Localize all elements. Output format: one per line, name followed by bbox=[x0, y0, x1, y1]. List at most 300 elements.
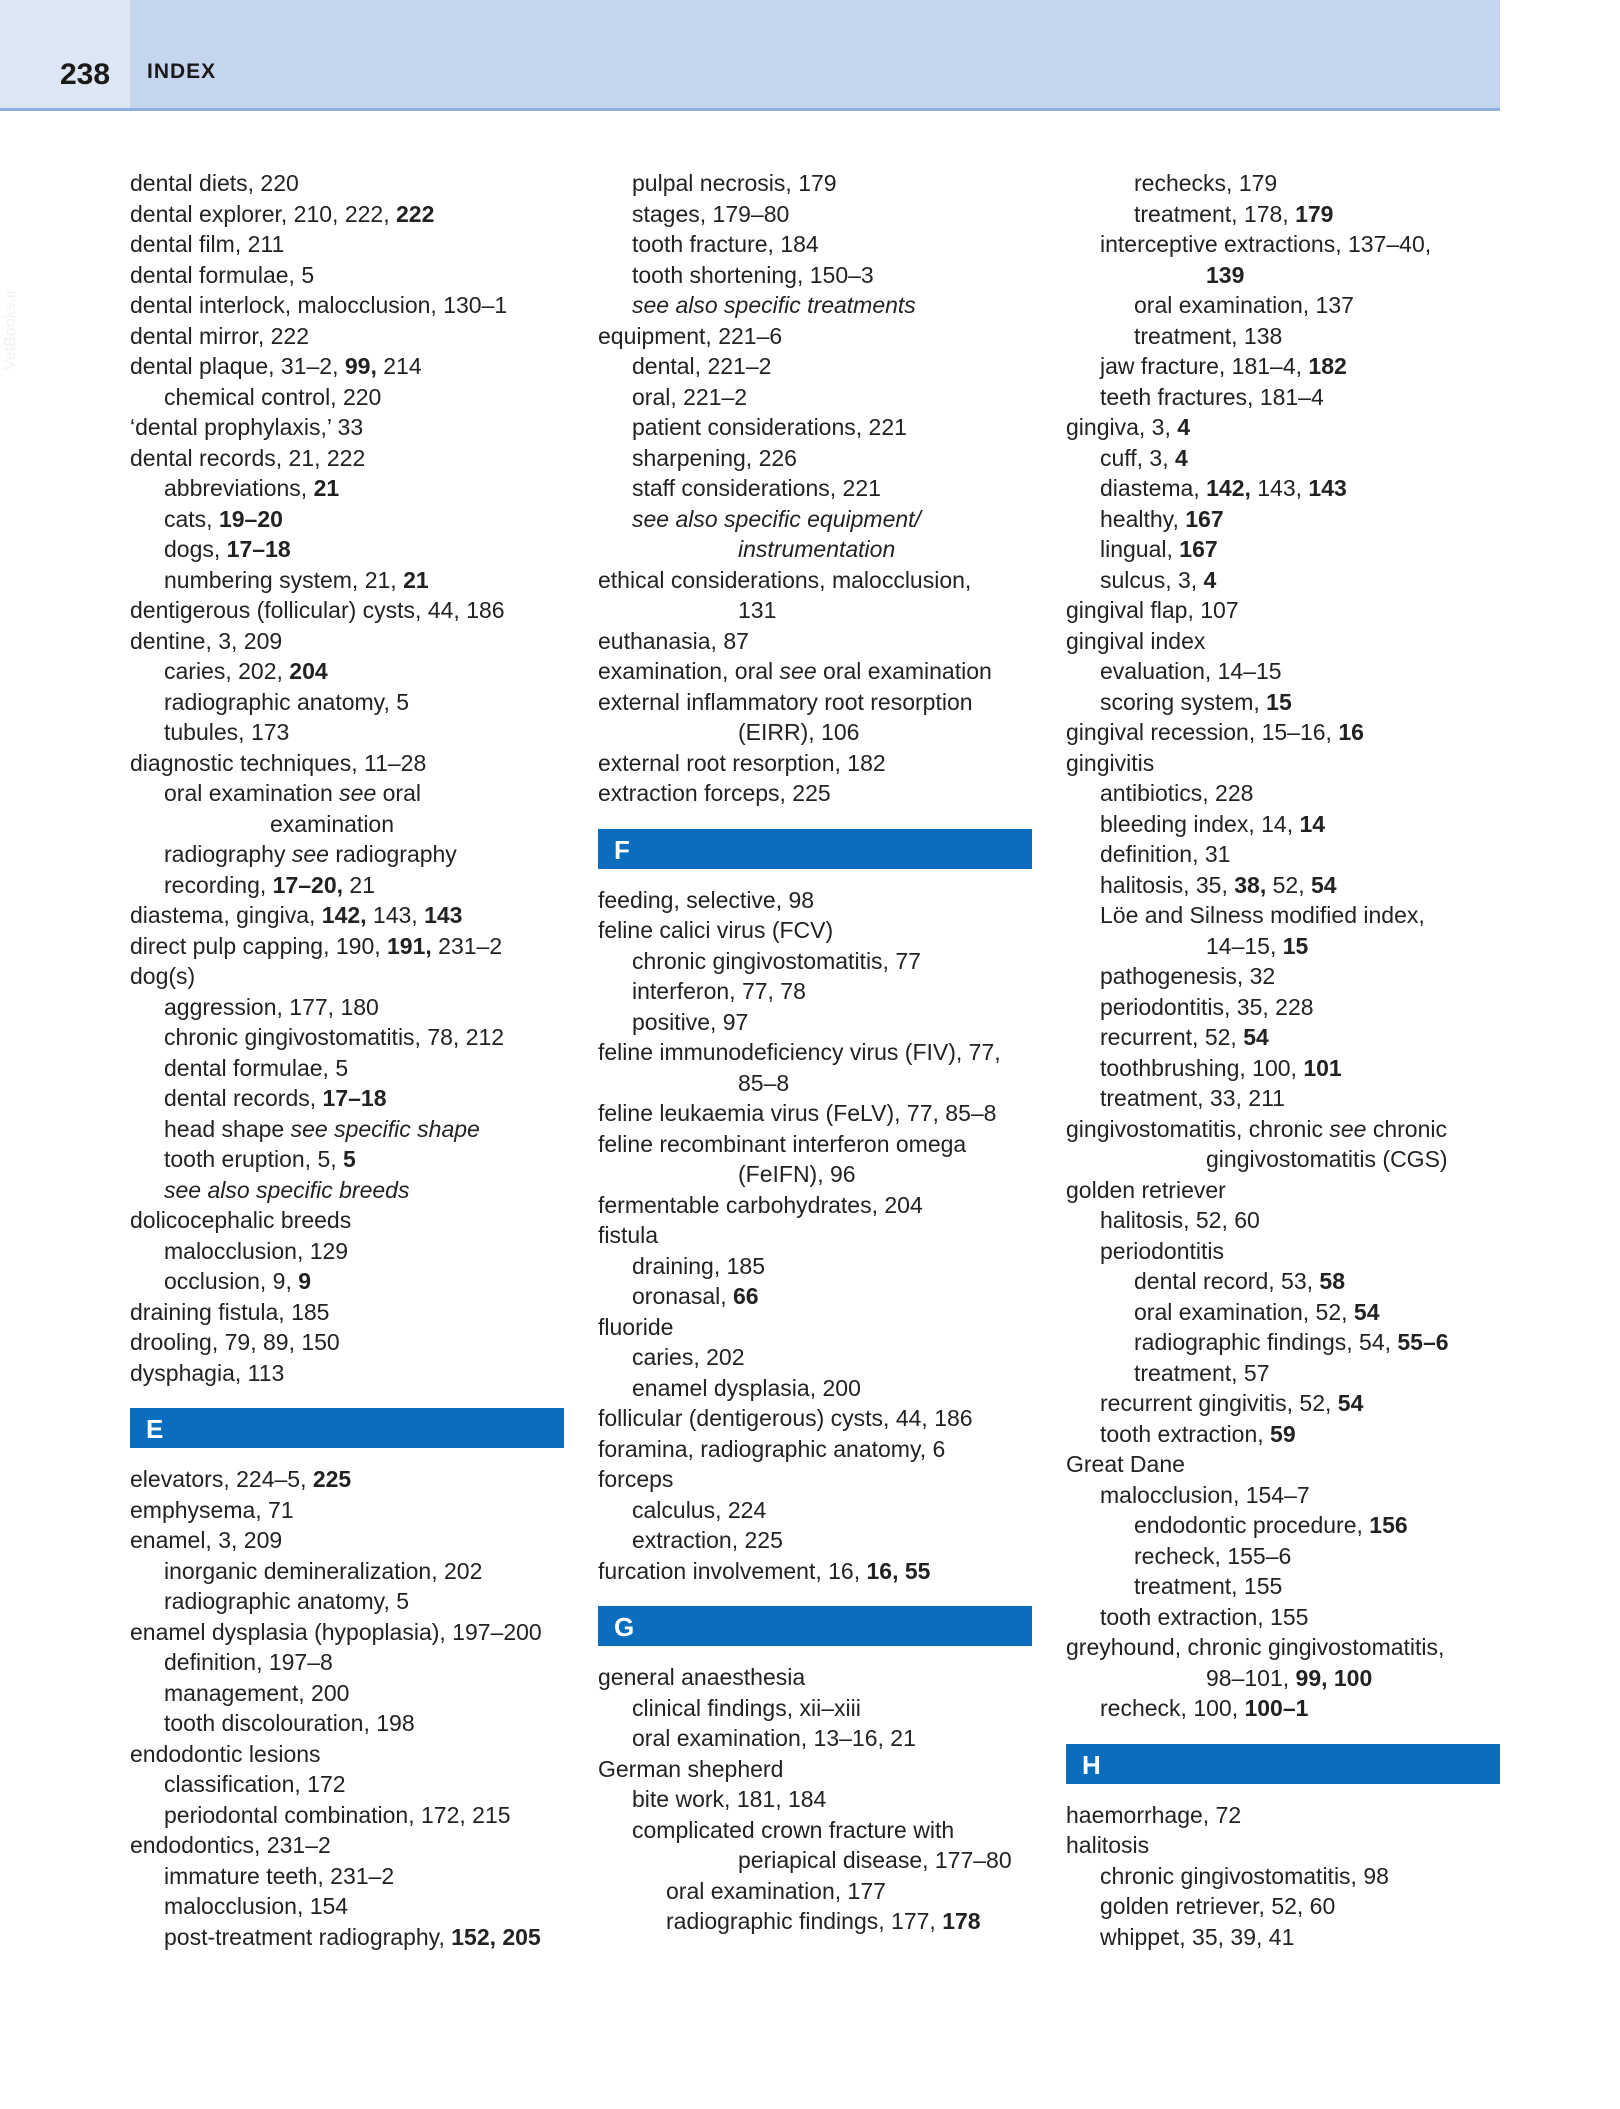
entry-text: external inflammatory root resorption bbox=[598, 688, 973, 715]
index-subentry bbox=[1066, 1358, 1506, 1389]
section-heading: G bbox=[598, 1606, 1032, 1646]
entry-text: fistula bbox=[598, 1222, 659, 1248]
page-reference-bold: 139 bbox=[1206, 261, 1245, 288]
entry-text: oral examination, 177 bbox=[666, 1877, 886, 1904]
index-entry bbox=[130, 290, 570, 321]
index-subentry bbox=[1066, 1541, 1506, 1572]
entry-text: enamel dysplasia, 200 bbox=[632, 1374, 861, 1401]
index-entry bbox=[130, 1495, 570, 1526]
index-entry bbox=[130, 1327, 570, 1358]
index-subentry bbox=[1066, 1266, 1506, 1297]
entry-text: diastema, bbox=[1100, 475, 1207, 501]
page-reference-bold: 15 bbox=[1282, 932, 1309, 959]
entry-text: numbering system, 21, bbox=[164, 566, 404, 593]
index-entry bbox=[598, 1098, 1038, 1129]
entry-text: periodontal combination, 172, 215 bbox=[164, 1801, 511, 1828]
index-subentry bbox=[1066, 1419, 1506, 1450]
index-entry-continuation bbox=[1066, 931, 1506, 962]
index-column-1 bbox=[130, 168, 570, 1952]
index-subentry bbox=[1066, 1571, 1506, 1602]
index-subentry bbox=[130, 1083, 570, 1114]
entry-text: complicated crown fracture with bbox=[632, 1816, 955, 1843]
index-entry bbox=[130, 748, 570, 779]
index-subentry bbox=[1066, 900, 1506, 931]
index-entry bbox=[598, 1464, 1038, 1495]
index-entry bbox=[130, 961, 570, 992]
index-entry bbox=[1066, 412, 1506, 443]
page-reference-bold: 204 bbox=[289, 658, 328, 684]
entry-text: dentine, 3, 209 bbox=[130, 627, 283, 654]
index-subentry bbox=[1066, 1083, 1506, 1114]
index-subentry bbox=[130, 1586, 570, 1617]
index-entry bbox=[130, 321, 570, 352]
entry-text: feline calici virus (FCV) bbox=[598, 917, 834, 943]
entry-text: 231–2 bbox=[431, 932, 503, 959]
index-subentry bbox=[130, 992, 570, 1023]
index-entry bbox=[598, 1754, 1038, 1785]
entry-text: drooling, 79, 89, 150 bbox=[130, 1329, 340, 1355]
entry-text: tooth fracture, 184 bbox=[632, 231, 819, 257]
index-subentry bbox=[598, 199, 1038, 230]
index-subentry bbox=[1066, 1480, 1506, 1511]
page-reference-bold: 58 bbox=[1319, 1268, 1345, 1294]
index-subentry bbox=[130, 1022, 570, 1053]
index-subentry bbox=[1066, 1236, 1506, 1267]
entry-text: elevators, 224–5, bbox=[130, 1466, 313, 1492]
index-entry bbox=[130, 626, 570, 657]
page-reference-bold: 99, 100 bbox=[1295, 1664, 1373, 1691]
index-entry bbox=[598, 885, 1038, 916]
entry-text: cuff, 3, bbox=[1100, 444, 1176, 471]
index-entry bbox=[598, 1662, 1038, 1693]
entry-text: dental plaque, 31–2, bbox=[130, 353, 345, 379]
index-entry bbox=[1066, 1830, 1506, 1861]
entry-text: immature teeth, 231–2 bbox=[164, 1862, 395, 1889]
index-entry bbox=[130, 1525, 570, 1556]
index-subentry bbox=[598, 1723, 1038, 1754]
entry-text: classification, 172 bbox=[164, 1771, 346, 1797]
page-reference-bold: 5 bbox=[343, 1146, 356, 1172]
index-subentry bbox=[598, 1495, 1038, 1526]
entry-text: Löe and Silness modified index, bbox=[1100, 902, 1425, 928]
page-reference-bold: 55–6 bbox=[1397, 1329, 1449, 1355]
entry-text: oral bbox=[376, 780, 421, 806]
entry-text: treatment, 33, 211 bbox=[1100, 1085, 1285, 1111]
index-subentry bbox=[598, 1693, 1038, 1724]
entry-text: radiographic anatomy, 5 bbox=[164, 688, 410, 715]
index-subentry bbox=[598, 1784, 1038, 1815]
entry-text: treatment, 138 bbox=[1134, 322, 1283, 349]
page-reference-bold: 142, bbox=[1206, 475, 1251, 501]
index-subentry bbox=[1066, 229, 1506, 260]
index-entry bbox=[1066, 1114, 1506, 1145]
entry-text: oral examination, 13–16, 21 bbox=[632, 1725, 916, 1751]
entry-text: enamel dysplasia (hypoplasia), 197–200 bbox=[130, 1618, 542, 1645]
index-subentry bbox=[1066, 1922, 1506, 1953]
entry-text: radiographic anatomy, 5 bbox=[164, 1588, 410, 1614]
index-subentry bbox=[1066, 1891, 1506, 1922]
entry-text: evaluation, 14–15 bbox=[1100, 658, 1282, 684]
index-subentry bbox=[1066, 290, 1506, 321]
page-reference-bold: 16, 55 bbox=[866, 1557, 931, 1584]
entry-text: equipment, 221–6 bbox=[598, 322, 783, 349]
entry-text: examination, oral bbox=[598, 658, 780, 684]
index-subentry bbox=[1066, 809, 1506, 840]
entry-text: examination bbox=[270, 810, 395, 837]
running-head: INDEX bbox=[147, 60, 217, 83]
entry-text: recheck, 155–6 bbox=[1134, 1542, 1292, 1569]
entry-text: inorganic demineralization, 202 bbox=[164, 1557, 483, 1584]
index-entry bbox=[1066, 748, 1506, 779]
index-entry bbox=[598, 915, 1038, 946]
entry-text: halitosis, 35, bbox=[1100, 871, 1235, 898]
entry-text: abbreviations, bbox=[164, 475, 314, 501]
index-subentry bbox=[130, 717, 570, 748]
entry-text: (FeIFN), 96 bbox=[738, 1161, 856, 1187]
index-entry bbox=[130, 1617, 570, 1648]
index-subentry bbox=[598, 1815, 1038, 1846]
entry-text: tooth extraction, 155 bbox=[1100, 1603, 1309, 1630]
cross-reference-italic: instrumentation bbox=[738, 536, 896, 562]
entry-text: gingiva, 3, bbox=[1066, 414, 1178, 440]
entry-text: tooth discolouration, 198 bbox=[164, 1710, 415, 1736]
page-reference-bold: 100–1 bbox=[1244, 1695, 1309, 1721]
page-reference-bold: 19–20 bbox=[218, 505, 283, 532]
index-entry bbox=[130, 1205, 570, 1236]
index-subentry bbox=[130, 1769, 570, 1800]
entry-text: fluoride bbox=[598, 1313, 674, 1340]
entry-text: dog(s) bbox=[130, 963, 196, 989]
entry-text: sharpening, 226 bbox=[632, 444, 797, 471]
entry-text: pulpal necrosis, 179 bbox=[632, 170, 837, 196]
page-reference-bold: 15 bbox=[1266, 688, 1292, 715]
entry-text: dental formulae, 5 bbox=[130, 261, 315, 288]
index-entry bbox=[130, 260, 570, 291]
index-subentry bbox=[598, 976, 1038, 1007]
entry-text: diastema, gingiva, bbox=[130, 902, 322, 928]
index-subentry bbox=[1066, 1861, 1506, 1892]
index-subentry bbox=[598, 260, 1038, 291]
entry-text: management, 200 bbox=[164, 1679, 350, 1706]
entry-text: draining fistula, 185 bbox=[130, 1298, 330, 1325]
index-entry bbox=[1066, 1800, 1506, 1831]
entry-text: diagnostic techniques, 11–28 bbox=[130, 749, 427, 776]
entry-text: periapical disease, 177–80 bbox=[738, 1847, 1012, 1873]
index-subentry bbox=[1066, 382, 1506, 413]
entry-text: feline recombinant interferon omega bbox=[598, 1130, 967, 1157]
entry-text: jaw fracture, 181–4, bbox=[1100, 353, 1309, 379]
index-entry bbox=[598, 321, 1038, 352]
entry-text: radiographic findings, 177, bbox=[666, 1908, 943, 1934]
entry-text: radiography bbox=[164, 841, 292, 867]
page-header bbox=[0, 0, 1500, 111]
page-reference-bold: 66 bbox=[733, 1283, 759, 1309]
entry-text: whippet, 35, 39, 41 bbox=[1100, 1923, 1295, 1950]
entry-text: 14–15, bbox=[1206, 932, 1283, 959]
entry-text: gingivostomatitis, chronic bbox=[1066, 1115, 1330, 1142]
cross-reference-italic: see bbox=[1329, 1115, 1367, 1142]
entry-text: dental interlock, malocclusion, 130–1 bbox=[130, 292, 508, 318]
entry-text: oral examination, 137 bbox=[1134, 292, 1354, 318]
index-entry bbox=[130, 1297, 570, 1328]
index-entry bbox=[598, 1403, 1038, 1434]
entry-text: 131 bbox=[738, 597, 777, 623]
entry-text: oral examination, 52, bbox=[1134, 1298, 1354, 1325]
entry-text: oral examination bbox=[164, 780, 340, 806]
entry-text: antibiotics, 228 bbox=[1100, 780, 1254, 806]
entry-text: haemorrhage, 72 bbox=[1066, 1801, 1242, 1828]
entry-text: endodontics, 231–2 bbox=[130, 1832, 331, 1858]
index-entry bbox=[598, 778, 1038, 809]
index-subentry bbox=[130, 1708, 570, 1739]
page-reference-bold: 225 bbox=[312, 1466, 352, 1492]
index-subentry bbox=[598, 1876, 1038, 1907]
entry-text: golden retriever, 52, 60 bbox=[1100, 1893, 1336, 1919]
index-subentry bbox=[1066, 961, 1506, 992]
entry-text: aggression, 177, 180 bbox=[164, 993, 379, 1020]
index-entry bbox=[1066, 595, 1506, 626]
entry-text: gingival flap, 107 bbox=[1066, 597, 1239, 623]
entry-text: draining, 185 bbox=[632, 1252, 765, 1279]
index-subentry bbox=[598, 1281, 1038, 1312]
index-entry-continuation bbox=[1066, 1663, 1506, 1694]
entry-text: emphysema, 71 bbox=[130, 1496, 294, 1523]
index-subentry bbox=[598, 412, 1038, 443]
index-subentry bbox=[130, 1861, 570, 1892]
entry-text: enamel, 3, 209 bbox=[130, 1527, 283, 1553]
index-entry bbox=[598, 1190, 1038, 1221]
index-subentry bbox=[130, 1556, 570, 1587]
page-reference-bold: 9 bbox=[298, 1268, 312, 1294]
entry-text: oronasal, bbox=[632, 1283, 734, 1309]
entry-text: dental film, 211 bbox=[130, 231, 285, 257]
index-entry-continuation bbox=[598, 534, 1038, 565]
entry-text: dental explorer, 210, 222, bbox=[130, 200, 396, 227]
entry-text: radiographic findings, 54, bbox=[1134, 1329, 1398, 1355]
entry-text: malocclusion, 154–7 bbox=[1100, 1481, 1310, 1508]
index-subentry bbox=[130, 565, 570, 596]
index-subentry bbox=[598, 168, 1038, 199]
index-subentry bbox=[598, 1906, 1038, 1937]
entry-text: gingival index bbox=[1066, 627, 1206, 654]
index-subentry bbox=[598, 946, 1038, 977]
entry-text: feline leukaemia virus (FeLV), 77, 85–8 bbox=[598, 1100, 997, 1126]
entry-text: 214 bbox=[376, 353, 422, 379]
entry-text: treatment, 155 bbox=[1134, 1573, 1283, 1599]
entry-text: forceps bbox=[598, 1466, 674, 1492]
entry-text: pathogenesis, 32 bbox=[1100, 963, 1276, 989]
entry-text: gingival recession, 15–16, bbox=[1066, 719, 1339, 745]
page-reference-bold: 54 bbox=[1337, 1390, 1364, 1416]
index-subentry bbox=[130, 1266, 570, 1297]
index-entry bbox=[1066, 717, 1506, 748]
entry-text: patient considerations, 221 bbox=[632, 414, 907, 440]
entry-text: recheck, 100, bbox=[1100, 1695, 1245, 1721]
page-reference-bold: 142, bbox=[321, 902, 367, 928]
index-subentry bbox=[1066, 443, 1506, 474]
index-entry bbox=[130, 900, 570, 931]
entry-text: 143, bbox=[1250, 475, 1309, 501]
index-entry bbox=[130, 1830, 570, 1861]
index-subentry bbox=[130, 1891, 570, 1922]
page-reference-bold: 17–18 bbox=[322, 1085, 387, 1111]
index-entry-continuation bbox=[598, 595, 1038, 626]
entry-text: interceptive extractions, 137–40, bbox=[1100, 231, 1432, 257]
entry-text: follicular (dentigerous) cysts, 44, 186 bbox=[598, 1405, 973, 1431]
entry-text: 98–101, bbox=[1206, 1664, 1296, 1691]
page-reference-bold: 99, bbox=[344, 353, 377, 379]
section-heading: H bbox=[1066, 1744, 1500, 1784]
cross-reference-italic: see bbox=[291, 841, 329, 867]
entry-text: dental records, bbox=[164, 1085, 323, 1111]
entry-text: definition, 31 bbox=[1100, 841, 1231, 867]
index-subentry bbox=[130, 1175, 570, 1206]
index-entry bbox=[598, 748, 1038, 779]
page-reference-bold: 143 bbox=[424, 902, 463, 928]
index-subentry bbox=[130, 1800, 570, 1831]
entry-text: head shape bbox=[164, 1115, 291, 1142]
page-reference-bold: 167 bbox=[1179, 536, 1218, 562]
entry-text: (EIRR), 106 bbox=[738, 719, 860, 745]
entry-text: recording, bbox=[164, 871, 273, 898]
index-subentry bbox=[1066, 1693, 1506, 1724]
entry-text: periodontitis, 35, 228 bbox=[1100, 993, 1314, 1020]
entry-text: euthanasia, 87 bbox=[598, 627, 749, 654]
entry-text: ‘dental prophylaxis,’ 33 bbox=[130, 414, 364, 440]
cross-reference-italic: see bbox=[779, 658, 817, 684]
index-column-2 bbox=[598, 168, 1038, 1937]
index-subentry bbox=[598, 1251, 1038, 1282]
entry-text: calculus, 224 bbox=[632, 1496, 767, 1523]
index-subentry bbox=[598, 504, 1038, 535]
index-subentry bbox=[598, 351, 1038, 382]
index-entry bbox=[130, 595, 570, 626]
entry-text: 143, bbox=[366, 902, 425, 928]
page-reference-bold: 17–18 bbox=[226, 536, 291, 562]
index-entry bbox=[130, 931, 570, 962]
index-subentry bbox=[1066, 1053, 1506, 1084]
index-subentry bbox=[130, 870, 570, 901]
index-subentry bbox=[1066, 778, 1506, 809]
entry-text: dentigerous (follicular) cysts, 44, 186 bbox=[130, 597, 505, 623]
cross-reference-italic: see also specific breeds bbox=[164, 1176, 410, 1203]
index-subentry bbox=[598, 1525, 1038, 1556]
index-subentry bbox=[130, 1647, 570, 1678]
section-heading: F bbox=[598, 829, 1032, 869]
entry-text: halitosis bbox=[1066, 1832, 1150, 1858]
index-subentry bbox=[130, 1236, 570, 1267]
entry-text: dental diets, 220 bbox=[130, 170, 299, 196]
entry-text: teeth fractures, 181–4 bbox=[1100, 383, 1324, 410]
entry-text: toothbrushing, 100, bbox=[1100, 1054, 1304, 1081]
index-subentry bbox=[130, 687, 570, 718]
index-subentry bbox=[1066, 168, 1506, 199]
entry-text: dental records, 21, 222 bbox=[130, 444, 366, 471]
page-reference-bold: 152, 205 bbox=[451, 1923, 541, 1950]
page-reference-bold: 38, bbox=[1234, 871, 1267, 898]
index-subentry bbox=[130, 1053, 570, 1084]
entry-text: clinical findings, xii–xiii bbox=[632, 1694, 861, 1721]
page-reference-bold: 21 bbox=[403, 566, 429, 593]
entry-text: endodontic procedure, bbox=[1134, 1512, 1370, 1538]
page-reference-bold: 101 bbox=[1303, 1054, 1342, 1081]
entry-text: occlusion, 9, bbox=[164, 1268, 299, 1294]
entry-text: furcation involvement, 16, bbox=[598, 1557, 867, 1584]
index-entry bbox=[598, 1037, 1038, 1068]
entry-text: caries, 202 bbox=[632, 1344, 745, 1370]
index-subentry bbox=[1066, 534, 1506, 565]
page-reference-bold: 167 bbox=[1185, 505, 1224, 532]
index-subentry bbox=[1066, 565, 1506, 596]
index-subentry bbox=[130, 1114, 570, 1145]
entry-text: endodontic lesions bbox=[130, 1740, 321, 1767]
index-subentry bbox=[598, 229, 1038, 260]
entry-text: dental, 221–2 bbox=[632, 353, 772, 379]
index-subentry bbox=[130, 656, 570, 687]
entry-text: dental mirror, 222 bbox=[130, 322, 309, 349]
index-subentry bbox=[598, 473, 1038, 504]
page-reference-bold: 59 bbox=[1270, 1420, 1296, 1447]
page-reference-bold: 16 bbox=[1338, 719, 1364, 745]
entry-text: oral, 221–2 bbox=[632, 383, 748, 410]
index-entry bbox=[598, 656, 1038, 687]
entry-text: dysphagia, 113 bbox=[130, 1359, 285, 1386]
index-entry bbox=[598, 1129, 1038, 1160]
page-reference-bold: 182 bbox=[1308, 353, 1347, 379]
entry-text: interferon, 77, 78 bbox=[632, 978, 806, 1004]
index-entry bbox=[130, 229, 570, 260]
index-entry bbox=[598, 687, 1038, 718]
entry-text: caries, 202, bbox=[164, 658, 290, 684]
entry-text: 52, bbox=[1266, 871, 1311, 898]
page-reference-bold: 54 bbox=[1243, 1024, 1269, 1050]
entry-text: scoring system, bbox=[1100, 688, 1267, 715]
page-reference-bold: 143 bbox=[1308, 475, 1347, 501]
entry-text: fermentable carbohydrates, 204 bbox=[598, 1191, 923, 1218]
entry-text: lingual, bbox=[1100, 536, 1180, 562]
page-reference-bold: 179 bbox=[1295, 200, 1334, 227]
page-reference-bold: 14 bbox=[1299, 810, 1326, 837]
entry-text: bleeding index, 14, bbox=[1100, 810, 1300, 837]
entry-text: 21 bbox=[343, 871, 376, 898]
entry-text: bite work, 181, 184 bbox=[632, 1786, 827, 1812]
entry-text: recurrent gingivitis, 52, bbox=[1100, 1390, 1338, 1416]
entry-text: recurrent, 52, bbox=[1100, 1024, 1244, 1050]
index-entry bbox=[1066, 1632, 1506, 1663]
index-entry-continuation bbox=[598, 1068, 1038, 1099]
index-subentry bbox=[1066, 1022, 1506, 1053]
entry-text: staff considerations, 221 bbox=[632, 475, 881, 501]
cross-reference-italic: see bbox=[339, 780, 377, 806]
entry-text: oral examination bbox=[816, 658, 992, 684]
index-entry-continuation bbox=[130, 809, 570, 840]
index-entry bbox=[130, 443, 570, 474]
index-subentry bbox=[1066, 199, 1506, 230]
page-reference-bold: 54 bbox=[1311, 871, 1337, 898]
entry-text: feline immunodeficiency virus (FIV), 77, bbox=[598, 1039, 1001, 1065]
index-entry bbox=[130, 168, 570, 199]
entry-text: chronic bbox=[1366, 1115, 1447, 1142]
index-entry bbox=[598, 1556, 1038, 1587]
index-entry bbox=[1066, 626, 1506, 657]
index-subentry bbox=[1066, 351, 1506, 382]
entry-text: general anaesthesia bbox=[598, 1664, 806, 1690]
index-entry bbox=[598, 565, 1038, 596]
index-entry bbox=[1066, 1175, 1506, 1206]
page-reference-bold: 191, bbox=[387, 932, 432, 959]
entry-text: malocclusion, 129 bbox=[164, 1237, 349, 1264]
entry-text: treatment, 178, bbox=[1134, 200, 1296, 227]
